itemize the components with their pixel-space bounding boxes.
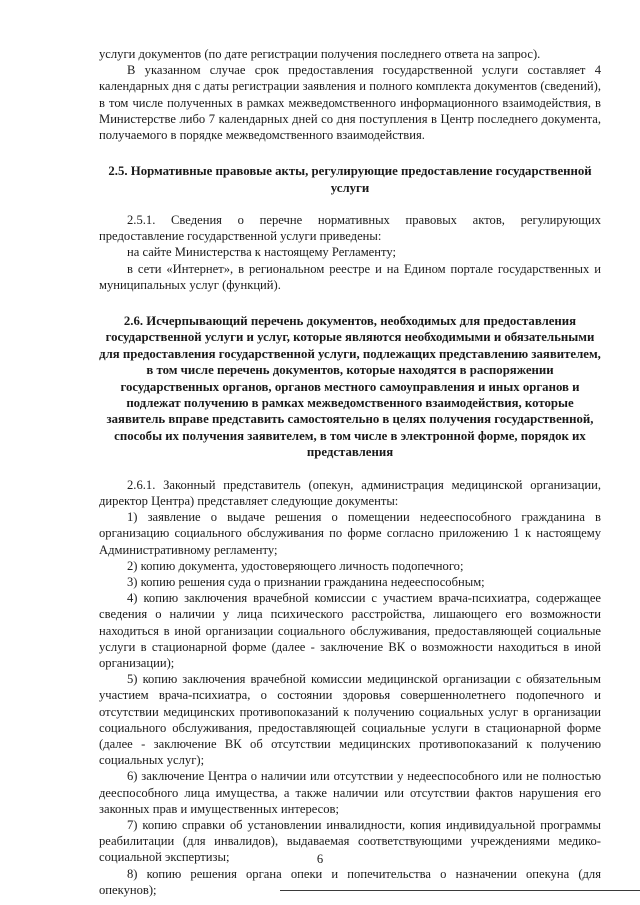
- section-heading-2-5: 2.5. Нормативные правовые акты, регулирующие предоставление государственной услуги: [108, 164, 592, 195]
- list-item: 2) копию документа, удостоверяющего личность подопечного;: [127, 558, 464, 573]
- paragraph: 2.6.1. Законный представитель (опекун, администрация медицинской организации, директор Центра) представляет следующие документы:: [99, 477, 601, 508]
- list-item: 6) заключение Центра о наличии или отсутствии у недееспособного или не полностью дееспособного лица имущества, а также наличии или отсутствии фактов нарушения его законных прав и имущественных интересов;: [99, 769, 601, 816]
- page-number: 6: [316, 852, 324, 866]
- paragraph: В указанном случае срок предоставления государственной услуги составляет 4 календарных дня с даты регистрации заявления и полного комплекта документов (сведений), в том числе полученных в рамках межведомственного информационного взаимодействия, в Министерстве либо 7 календарных дней со дня поступления в Центр последнего документа, получаемого в порядке межведомственного взаимодействия.: [99, 63, 601, 143]
- spacer: [99, 143, 601, 163]
- list-item: 3) копию решения суда о признании гражданина недееспособным;: [127, 574, 485, 589]
- list-item: 8) копию решения органа опеки и попечительства о назначении опекуна (для опекунов);: [99, 866, 601, 897]
- paragraph: в сети «Интернет», в региональном реестре и на Едином портале государственных и муниципальных услуг (функций).: [99, 261, 601, 292]
- footer-divider: [280, 890, 640, 891]
- list-item: 7) копию справки об установлении инвалидности, копия индивидуальной программы реабилитации (для инвалидов), выдаваемая соответствующими учреждениями медико-социальной экспертизы;: [99, 817, 601, 865]
- spacer: [99, 461, 601, 477]
- document-body: [99, 46, 601, 898]
- list-item: 5) копию заключения врачебной комиссии медицинской организации с обязательным участием врача-психиатра, о состоянии здоровья совершеннолетнего подопечного и отсутствии медицинских противопоказаний к получению социальных услуг в организации социального обслуживания, предоставляющей социальные услуги в стационарной форме (далее - заключение ВК об отсутствии медицинских противопоказаний к получению социальных услуг);: [99, 672, 601, 768]
- list-item: 4) копию заключения врачебной комиссии с участием врача-психиатра, содержащее сведения о наличии у лица психического расстройства, лишающего его возможности находиться в иной организации социального обслуживания, предоставляющей социальные услуги в стационарной форме (далее - заключение ВК о возможности находиться в иной организации);: [99, 591, 601, 670]
- spacer: [99, 196, 601, 212]
- spacer: [99, 293, 601, 313]
- paragraph: услуги документов (по дате регистрации получения последнего ответа на запрос).: [99, 47, 541, 61]
- paragraph: на сайте Министерства к настоящему Регламенту;: [127, 245, 396, 260]
- paragraph: 2.5.1. Сведения о перечне нормативных правовых актов, регулирующих предоставление государственной услуги приведены:: [99, 213, 601, 244]
- list-item: 1) заявление о выдаче решения о помещении недееспособного гражданина в организацию социального обслуживания по форме согласно приложению 1 к настоящему Административному регламенту;: [99, 510, 601, 557]
- section-heading-2-6: 2.6. Исчерпывающий перечень документов, необходимых для предоставления государственной услуги и услуг, которые являются необходимыми и обязательными для предоставления государственной услуги, подлежащих представлению заявителем, в том числе перечень документов, которые находятся в распоряжении государственных органов, органов местного самоуправления и иных органов и подлежат получению в рамках межведомственного взаимодействия, которые заявитель вправе представить самостоятельно в целях получения государственной, способы их получения заявителем, в том числе в электронной форме, порядок их представления: [99, 314, 601, 460]
